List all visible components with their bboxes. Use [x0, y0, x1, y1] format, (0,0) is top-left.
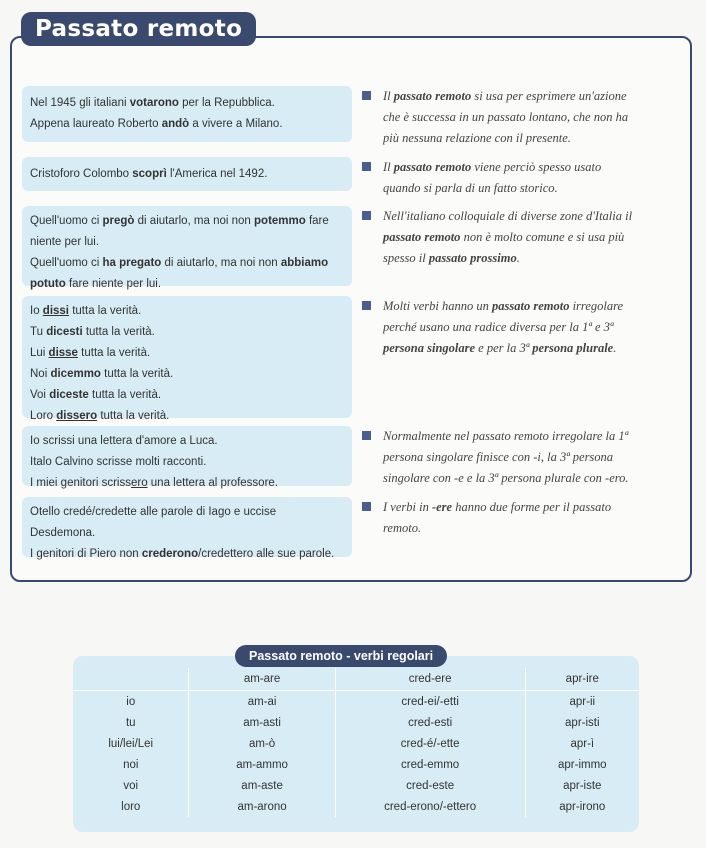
note-run: perché usano una radice diversa per la 1ª e 3ª [383, 320, 614, 334]
note-run: -ere [431, 500, 453, 514]
note-run: persona singolare [383, 341, 476, 355]
example-run: ero [130, 477, 148, 489]
example-run: diceste [49, 389, 89, 401]
note-run: irregolare [569, 299, 624, 313]
example-run: pregò [102, 215, 135, 227]
example-line [30, 343, 344, 364]
note-run: e per la 3ª [475, 341, 533, 355]
table-cell: cred-este [335, 775, 525, 796]
note-run: spesso il [383, 251, 429, 265]
example-line [30, 322, 344, 343]
table-row [73, 712, 639, 733]
example-run: Loro [30, 410, 57, 422]
example-line [30, 253, 344, 274]
example-run: niente per lui. [30, 236, 100, 248]
note-line [362, 248, 682, 269]
table-header-cell: cred-ere [335, 668, 525, 691]
note-run: I verbi in [383, 500, 432, 514]
example-run: dicesti [46, 326, 83, 338]
note-line [362, 128, 682, 149]
table-row [73, 754, 639, 775]
note-line [362, 426, 682, 447]
square-bullet-icon [362, 431, 371, 440]
example-line [30, 452, 344, 473]
table-cell: am-asti [189, 712, 335, 733]
note-line [362, 468, 682, 489]
example-run: andò [161, 118, 190, 130]
example-line [30, 232, 344, 253]
example-run: dissero [56, 410, 98, 422]
example-line [30, 385, 344, 406]
table-cell: io [73, 691, 189, 713]
example-run: Noi [30, 368, 51, 380]
note-line [362, 227, 682, 248]
example-run: Nel 1945 gli italiani [30, 97, 130, 109]
table-header-cell: am-are [189, 668, 335, 691]
example-run: Italo Calvino scrisse molti racconti. [30, 456, 207, 468]
note-run: . [613, 341, 617, 355]
note-run: remoto. [383, 521, 422, 535]
example-run: Voi [30, 389, 50, 401]
note-line [362, 518, 682, 539]
note-run: passato prossimo [428, 251, 517, 265]
table-row [73, 775, 639, 796]
note-line [362, 338, 682, 359]
example-box [22, 86, 352, 142]
rule-note [362, 206, 682, 269]
note-run: singolare con -e e la 3ª persona plurale con -ero. [383, 471, 629, 485]
table-cell: voi [123, 779, 139, 792]
example-line [30, 502, 344, 523]
note-run: persona singolare finisce con -i, la 3ª persona [383, 450, 614, 464]
example-run: tutta la verità. [88, 389, 162, 401]
example-run: Appena laureato Roberto [30, 118, 162, 130]
example-run: Quell'uomo ci [30, 257, 103, 269]
example-box [22, 157, 352, 191]
table-cell: tu [125, 716, 136, 729]
conjugation-table [73, 668, 639, 817]
example-line [30, 301, 344, 322]
table-cell: apr-immo [525, 754, 639, 775]
table-cell: am-ai [189, 691, 335, 713]
note-line [362, 157, 682, 178]
example-run: potuto [30, 278, 66, 290]
note-line [362, 317, 682, 338]
note-run: che è successa in un passato lontano, che non ha [383, 110, 629, 124]
table-cell: cred-ei/-etti [335, 691, 525, 713]
example-run: tutta la verità. [82, 326, 155, 338]
rule-note [362, 497, 682, 539]
example-run: di aiutarlo, ma noi non [161, 257, 281, 269]
table-header-cell: apr-ire [525, 668, 639, 691]
note-run: quando si parla di un fatto storico. [383, 181, 558, 195]
note-line [362, 497, 682, 518]
example-line [30, 544, 344, 565]
example-line [30, 274, 344, 295]
example-run: tutta la verità. [100, 368, 174, 380]
note-run: Il [383, 89, 394, 103]
table-cell: apr-iste [525, 775, 639, 796]
square-bullet-icon [362, 162, 371, 171]
table-cell: cred-é/-ette [335, 733, 525, 754]
rule-note [362, 426, 682, 489]
example-run: I miei genitori scriss [30, 477, 131, 489]
example-run: Lui [30, 347, 49, 359]
table-cell: cred-esti [335, 712, 525, 733]
table-cell: am-arono [189, 796, 335, 817]
example-run: dissi [42, 305, 70, 317]
table-cell: apr-irono [525, 796, 639, 817]
square-bullet-icon [362, 502, 371, 511]
example-line [30, 431, 344, 452]
table-row [73, 691, 639, 713]
example-box [22, 206, 352, 290]
example-run: I genitori di Piero non [30, 548, 142, 560]
note-run: . [516, 251, 520, 265]
example-run: dicemmo [50, 368, 101, 380]
note-run: hanno due forme per il passato [452, 500, 612, 514]
example-run: fare niente per lui. [65, 278, 162, 290]
example-line [30, 406, 344, 427]
rule-note [362, 86, 682, 149]
note-run: viene perciò spesso usato [471, 160, 602, 174]
example-run: una lettera al professore. [147, 477, 279, 489]
table-cell: apr-ì [525, 733, 639, 754]
example-line [30, 473, 344, 494]
note-run: Nell'italiano colloquiale di diverse zone d'Italia il [383, 209, 633, 223]
note-run: passato remoto [383, 230, 461, 244]
example-line [30, 114, 344, 135]
example-run: potemmo [254, 215, 306, 227]
example-run: per la Repubblica. [178, 97, 275, 109]
note-line [362, 86, 682, 107]
note-run: Molti verbi hanno un [383, 299, 493, 313]
note-line [362, 178, 682, 199]
table-title: Passato remoto - verbi regolari [235, 645, 447, 667]
note-run: Il [383, 160, 394, 174]
example-run: crederono [141, 548, 199, 560]
table-header-cell [73, 668, 189, 691]
example-run: votarono [129, 97, 179, 109]
example-run: Io scrissi una lettera d'amore a Luca. [30, 435, 218, 447]
example-run: di aiutarlo, ma noi non [134, 215, 255, 227]
example-line [30, 164, 344, 185]
table-cell: cred-erono/-ettero [335, 796, 525, 817]
note-line [362, 296, 682, 317]
table-row [73, 733, 639, 754]
square-bullet-icon [362, 211, 371, 220]
note-line [362, 107, 682, 128]
example-box [22, 497, 352, 560]
note-run: passato remoto [492, 299, 570, 313]
example-line [30, 364, 344, 385]
table-cell: loro [121, 800, 141, 813]
example-line [30, 211, 344, 232]
example-run: scoprì [132, 167, 167, 180]
note-run: Normalmente nel passato remoto irregolare la 1ª [383, 429, 629, 443]
square-bullet-icon [362, 91, 371, 100]
example-run: tutta la verità. [97, 410, 170, 422]
example-run: disse [48, 347, 78, 359]
example-run: tutta la verità. [77, 347, 151, 359]
table-cell: apr-ii [525, 691, 639, 713]
table-header-row [73, 668, 639, 691]
example-run: ha pregato [102, 257, 162, 269]
note-run: persona plurale [532, 341, 614, 355]
table-cell: am-aste [189, 775, 335, 796]
note-run: si usa per esprimere un'azione [471, 89, 627, 103]
rule-note [362, 157, 682, 199]
rule-note [362, 296, 682, 359]
example-run: a vivere a Milano. [189, 118, 283, 130]
example-run: Tu [30, 326, 47, 338]
table-row [73, 796, 639, 817]
example-run: Otello credé/credette alle parole di Iago e uccise [30, 506, 277, 518]
example-run: Io [30, 305, 43, 317]
table-cell: am-ammo [189, 754, 335, 775]
example-run: tutta la verità. [69, 305, 142, 317]
note-line [362, 206, 682, 227]
example-run: abbiamo [280, 257, 329, 269]
note-run: non è molto comune e si usa più [460, 230, 625, 244]
example-run: fare [305, 215, 329, 227]
example-run: Cristoforo Colombo [30, 167, 133, 180]
example-run: l'America nel 1492. [166, 167, 268, 180]
example-box [22, 296, 352, 422]
square-bullet-icon [362, 301, 371, 310]
table-cell: noi [123, 758, 139, 771]
table-cell: lui/lei/Lei [108, 737, 154, 750]
table-cell: am-ò [189, 733, 335, 754]
table-cell: cred-emmo [335, 754, 525, 775]
note-line [362, 447, 682, 468]
example-box [22, 426, 352, 489]
note-run: passato remoto [393, 89, 472, 103]
example-line [30, 523, 344, 544]
note-run: più nessuna relazione con il presente. [383, 131, 571, 145]
section-title: Passato remoto [21, 12, 256, 46]
example-line [30, 93, 344, 114]
note-run: passato remoto [393, 160, 472, 174]
example-run: /credettero alle sue parole. [198, 548, 335, 560]
example-run: Desdemona. [30, 527, 96, 539]
example-run: Quell'uomo ci [30, 215, 103, 227]
table-cell: apr-isti [525, 712, 639, 733]
